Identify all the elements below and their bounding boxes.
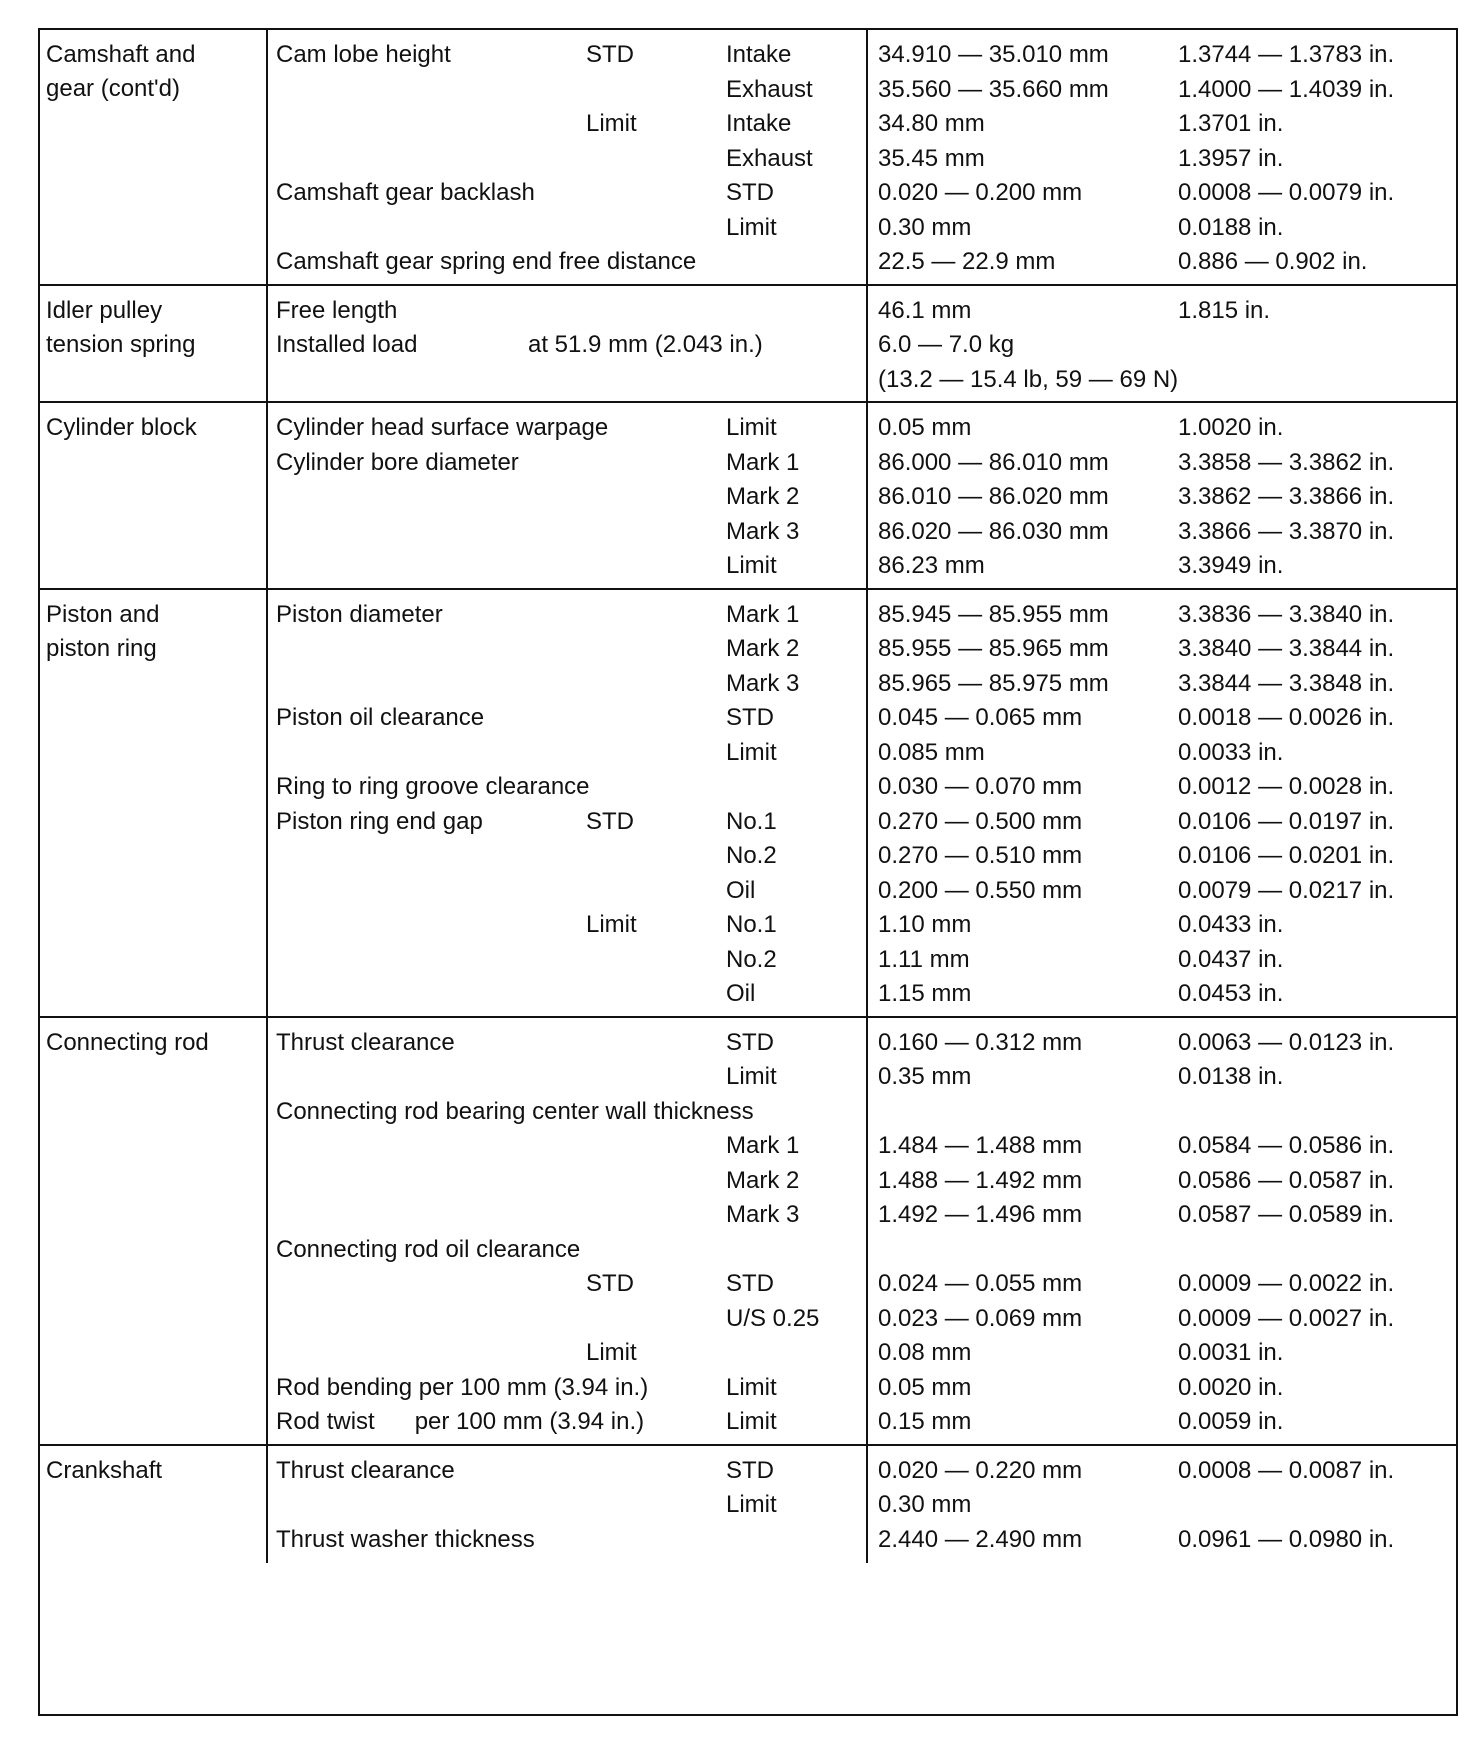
table-row	[40, 1265, 1456, 1303]
table-row	[40, 444, 1456, 482]
spec-condition: Mark 2	[726, 483, 800, 510]
spec-item: Free length	[276, 296, 398, 324]
table-row	[40, 1486, 1456, 1524]
spec-imperial-value: 1.3701 in.	[1178, 110, 1284, 137]
table-row	[40, 1162, 1456, 1200]
spec-imperial-value: 1.4000 — 1.4039 in.	[1178, 75, 1395, 103]
spec-metric-value: 86.000 — 86.010 mm	[878, 448, 1109, 476]
table-row	[40, 1300, 1456, 1338]
spec-imperial-value: 3.3949 in.	[1178, 552, 1284, 579]
table-row	[40, 292, 1456, 330]
spec-condition: Intake	[726, 110, 792, 137]
table-row	[40, 174, 1456, 212]
spec-imperial-value: 3.3836 — 3.3840 in.	[1178, 600, 1395, 628]
table-row	[40, 140, 1456, 178]
spec-imperial-value: 0.0018 — 0.0026 in.	[1178, 704, 1395, 731]
spec-condition: Mark 3	[726, 1201, 800, 1228]
spec-condition: Limit	[726, 1408, 777, 1435]
spec-imperial-value: 0.0437 in.	[1178, 945, 1284, 973]
spec-condition: Exhaust	[726, 75, 813, 103]
spec-condition: Mark 2	[726, 1166, 800, 1194]
spec-metric-value: 85.965 — 85.975 mm	[878, 669, 1109, 697]
spec-item: Thrust clearance	[276, 1028, 455, 1056]
spec-metric-value: 85.945 — 85.955 mm	[878, 600, 1109, 628]
spec-metric-value: 0.023 — 0.069 mm	[878, 1304, 1083, 1332]
spec-condition: Mark 1	[726, 1132, 800, 1159]
section-category: Connecting rod	[46, 1028, 209, 1056]
spec-item: Camshaft gear spring end free distance	[276, 248, 697, 275]
spec-condition: Oil	[726, 876, 756, 904]
spec-imperial-value: 0.0012 — 0.0028 in.	[1178, 773, 1395, 800]
table-row	[40, 699, 1456, 737]
spec-condition: Mark 2	[726, 635, 800, 662]
spec-metric-value: 1.11 mm	[878, 945, 970, 973]
table-row	[40, 1369, 1456, 1407]
spec-condition: Limit	[726, 414, 777, 441]
spec-metric-value: 0.045 — 0.065 mm	[878, 704, 1083, 731]
table-row	[40, 326, 1456, 364]
table-row	[40, 209, 1456, 247]
table-row	[40, 1196, 1456, 1234]
spec-metric-value: 34.910 — 35.010 mm	[878, 41, 1109, 68]
table-row	[40, 71, 1456, 109]
spec-metric-value: 0.15 mm	[878, 1408, 972, 1435]
spec-imperial-value: 0.0008 — 0.0087 in.	[1178, 1456, 1395, 1484]
spec-condition: Oil	[726, 980, 756, 1007]
spec-condition: Mark 1	[726, 600, 800, 628]
spec-imperial-value: 0.0009 — 0.0027 in.	[1178, 1304, 1395, 1332]
table-row	[40, 975, 1456, 1013]
spec-condition: STD	[726, 1028, 774, 1056]
spec-imperial-value: 0.0587 — 0.0589 in.	[1178, 1201, 1395, 1228]
spec-metric-value: 0.160 — 0.312 mm	[878, 1028, 1083, 1056]
spec-metric-value: 0.08 mm	[878, 1339, 972, 1366]
spec-metric-value: 1.10 mm	[878, 911, 972, 938]
spec-condition: Mark 1	[726, 448, 800, 476]
table-row	[40, 1452, 1456, 1490]
spec-imperial-value: 0.0433 in.	[1178, 911, 1284, 938]
spec-item: Rod bending per 100 mm (3.94 in.)	[276, 1373, 649, 1401]
section	[40, 590, 1456, 1018]
table-row	[40, 768, 1456, 806]
spec-imperial-value: 0.0138 in.	[1178, 1063, 1284, 1090]
spec-metric-value: 1.484 — 1.488 mm	[878, 1132, 1083, 1159]
spec-item: Thrust clearance	[276, 1456, 455, 1484]
spec-metric-value: 86.020 — 86.030 mm	[878, 517, 1109, 545]
spec-metric-value: 0.200 — 0.550 mm	[878, 876, 1083, 904]
spec-metric-value: 35.560 — 35.660 mm	[878, 75, 1109, 103]
spec-metric-value: 0.270 — 0.510 mm	[878, 842, 1083, 869]
spec-imperial-value: 0.0584 — 0.0586 in.	[1178, 1132, 1395, 1159]
spec-item: Ring to ring groove clearance	[276, 773, 590, 800]
spec-condition: No.1	[726, 807, 777, 835]
spec-item: Piston diameter	[276, 600, 443, 628]
table-row	[40, 872, 1456, 910]
table-row	[40, 1093, 1456, 1131]
spec-metric-value: 0.30 mm	[878, 213, 972, 241]
table-row	[40, 243, 1456, 281]
table-row	[40, 1024, 1456, 1062]
spec-qualifier: at 51.9 mm (2.043 in.)	[528, 331, 763, 358]
spec-imperial-value: 0.0453 in.	[1178, 980, 1284, 1007]
spec-condition: Intake	[726, 41, 792, 68]
spec-metric-value: 86.23 mm	[878, 552, 985, 579]
spec-condition: STD	[726, 1270, 774, 1297]
table-row	[40, 734, 1456, 772]
spec-qualifier: STD	[586, 41, 634, 68]
spec-qualifier: STD	[586, 807, 634, 835]
table-row	[40, 665, 1456, 703]
spec-condition: Exhaust	[726, 144, 813, 172]
spec-imperial-value: 0.0106 — 0.0201 in.	[1178, 842, 1395, 869]
spec-qualifier: Limit	[586, 110, 637, 137]
spec-imperial-value: 1.815 in.	[1178, 296, 1271, 324]
table-row	[40, 596, 1456, 634]
spec-imperial-value: 0.0008 — 0.0079 in.	[1178, 179, 1395, 206]
table-row	[40, 1334, 1456, 1372]
table-row	[40, 547, 1456, 585]
table-row	[40, 837, 1456, 875]
table-row	[40, 1058, 1456, 1096]
spec-imperial-value: 1.3744 — 1.3783 in.	[1178, 41, 1395, 68]
spec-condition: Limit	[726, 552, 777, 579]
spec-condition: Limit	[726, 1373, 777, 1401]
table-row	[40, 361, 1456, 399]
section	[40, 30, 1456, 286]
spec-condition: STD	[726, 704, 774, 731]
table-row	[40, 803, 1456, 841]
spec-imperial-value: 0.0009 — 0.0022 in.	[1178, 1270, 1395, 1297]
spec-imperial-value: 0.886 — 0.902 in.	[1178, 248, 1368, 275]
spec-item: Rod twist per 100 mm (3.94 in.)	[276, 1408, 645, 1435]
table-row	[40, 105, 1456, 143]
spec-condition: No.2	[726, 842, 777, 869]
table-row	[40, 1403, 1456, 1441]
spec-condition: Limit	[726, 213, 777, 241]
spec-imperial-value: 0.0063 — 0.0123 in.	[1178, 1028, 1395, 1056]
spec-condition: Limit	[726, 738, 777, 766]
spec-imperial-value: 3.3862 — 3.3866 in.	[1178, 483, 1395, 510]
spec-metric-value: 0.30 mm	[878, 1491, 972, 1518]
section-category: Idler pulley tension spring	[46, 296, 196, 358]
spec-metric-value: 0.020 — 0.220 mm	[878, 1456, 1083, 1484]
spec-condition: No.1	[726, 911, 777, 938]
spec-condition: U/S 0.25	[726, 1304, 820, 1332]
spec-imperial-value: 0.0033 in.	[1178, 738, 1284, 766]
table-row	[40, 630, 1456, 668]
spec-metric-value: 0.05 mm	[878, 1373, 972, 1401]
table-row	[40, 36, 1456, 74]
spec-metric-value: 0.020 — 0.200 mm	[878, 179, 1083, 206]
spec-imperial-value: 0.0020 in.	[1178, 1373, 1284, 1401]
spec-item: Installed load	[276, 331, 418, 358]
spec-imperial-value: 3.3840 — 3.3844 in.	[1178, 635, 1395, 662]
spec-metric-value: 0.05 mm	[878, 414, 972, 441]
spec-condition: No.2	[726, 945, 777, 973]
spec-item: Cylinder head surface warpage	[276, 414, 609, 441]
section-category: Cylinder block	[46, 414, 197, 441]
spec-qualifier: Limit	[586, 911, 637, 938]
spec-table	[38, 28, 1458, 1716]
table-row	[40, 941, 1456, 979]
spec-imperial-value: 3.3844 — 3.3848 in.	[1178, 669, 1395, 697]
spec-condition: STD	[726, 179, 774, 206]
spec-condition: Mark 3	[726, 669, 800, 697]
spec-item: Piston oil clearance	[276, 704, 485, 731]
section-category: Crankshaft	[46, 1456, 163, 1484]
spec-metric-value: 46.1 mm	[878, 296, 972, 324]
spec-metric-value: 35.45 mm	[878, 144, 985, 172]
spec-item: Camshaft gear backlash	[276, 179, 535, 206]
spec-metric-value: 1.488 — 1.492 mm	[878, 1166, 1083, 1194]
table-row	[40, 409, 1456, 447]
spec-metric-value: 22.5 — 22.9 mm	[878, 248, 1056, 275]
spec-item: Connecting rod oil clearance	[276, 1235, 581, 1263]
spec-metric-value: 34.80 mm	[878, 110, 985, 137]
spec-metric-value: 6.0 — 7.0 kg	[878, 331, 1015, 358]
spec-condition: STD	[726, 1456, 774, 1484]
spec-metric-value: 0.270 — 0.500 mm	[878, 807, 1083, 835]
table-row	[40, 1231, 1456, 1269]
spec-metric-value: 0.024 — 0.055 mm	[878, 1270, 1083, 1297]
table-row	[40, 906, 1456, 944]
spec-imperial-value: 0.0188 in.	[1178, 213, 1284, 241]
table-row	[40, 478, 1456, 516]
table-row	[40, 1521, 1456, 1559]
spec-metric-value: 0.030 — 0.070 mm	[878, 773, 1083, 800]
spec-condition: Limit	[726, 1063, 777, 1090]
spec-condition: Mark 3	[726, 517, 800, 545]
spec-item: Cylinder bore diameter	[276, 448, 519, 476]
spec-item: Piston ring end gap	[276, 807, 483, 835]
spec-metric-value: 0.35 mm	[878, 1063, 972, 1090]
spec-metric-value: (13.2 — 15.4 lb, 59 — 69 N)	[878, 365, 1179, 393]
spec-imperial-value: 1.0020 in.	[1178, 414, 1284, 441]
spec-metric-value: 86.010 — 86.020 mm	[878, 483, 1109, 510]
spec-metric-value: 0.085 mm	[878, 738, 985, 766]
spec-imperial-value: 0.0106 — 0.0197 in.	[1178, 807, 1395, 835]
spec-imperial-value: 3.3858 — 3.3862 in.	[1178, 448, 1395, 476]
spec-imperial-value: 0.0079 — 0.0217 in.	[1178, 876, 1395, 904]
section	[40, 403, 1456, 590]
spec-item: Connecting rod bearing center wall thickness	[276, 1097, 754, 1125]
spec-imperial-value: 0.0059 in.	[1178, 1408, 1284, 1435]
spec-metric-value: 85.955 — 85.965 mm	[878, 635, 1109, 662]
spec-imperial-value: 0.0031 in.	[1178, 1339, 1284, 1366]
spec-imperial-value: 0.0586 — 0.0587 in.	[1178, 1166, 1395, 1194]
spec-imperial-value: 0.0961 — 0.0980 in.	[1178, 1525, 1395, 1553]
section-category: Camshaft and gear (cont'd)	[46, 41, 196, 102]
spec-imperial-value: 3.3866 — 3.3870 in.	[1178, 517, 1395, 545]
spec-item: Cam lobe height	[276, 41, 451, 68]
table-row	[40, 1127, 1456, 1165]
section	[40, 1446, 1456, 1564]
spec-qualifier: Limit	[586, 1339, 637, 1366]
section	[40, 286, 1456, 404]
spec-metric-value: 1.492 — 1.496 mm	[878, 1201, 1083, 1228]
table-row	[40, 513, 1456, 551]
spec-qualifier: STD	[586, 1270, 634, 1297]
spec-metric-value: 2.440 — 2.490 mm	[878, 1525, 1083, 1553]
spec-metric-value: 1.15 mm	[878, 980, 972, 1007]
spec-item: Thrust washer thickness	[276, 1525, 535, 1553]
section-category: Piston and piston ring	[46, 600, 160, 662]
section	[40, 1018, 1456, 1446]
spec-condition: Limit	[726, 1491, 777, 1518]
spec-imperial-value: 1.3957 in.	[1178, 144, 1284, 172]
